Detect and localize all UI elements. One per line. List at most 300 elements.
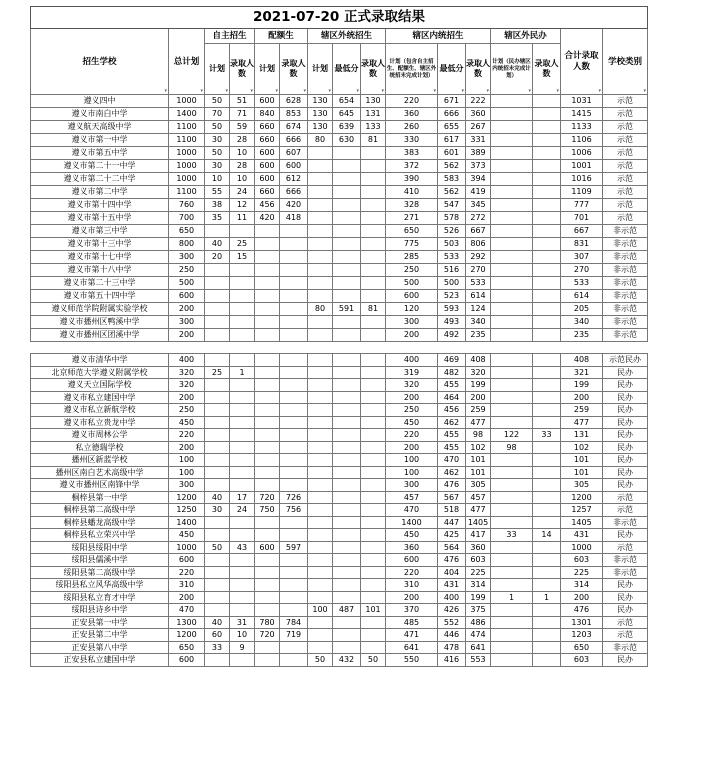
- table-cell[interactable]: 非示范: [603, 238, 648, 251]
- table-cell[interactable]: [361, 404, 386, 417]
- table-cell[interactable]: [255, 429, 280, 442]
- table-cell[interactable]: [333, 290, 361, 303]
- table-cell[interactable]: [205, 329, 230, 342]
- table-cell[interactable]: [361, 147, 386, 160]
- filter-dropdown-icon[interactable]: ▾: [164, 88, 167, 94]
- table-cell[interactable]: [533, 379, 561, 392]
- table-cell[interactable]: 120: [386, 303, 438, 316]
- table-cell[interactable]: [361, 454, 386, 467]
- table-cell[interactable]: 476: [438, 554, 466, 567]
- table-cell[interactable]: [308, 429, 333, 442]
- table-cell[interactable]: 600: [386, 554, 438, 567]
- table-cell[interactable]: 1400: [386, 516, 438, 529]
- table-cell[interactable]: 523: [438, 290, 466, 303]
- table-cell[interactable]: 1000: [169, 160, 205, 173]
- table-cell[interactable]: 101: [466, 454, 491, 467]
- table-cell[interactable]: [491, 516, 533, 529]
- table-cell[interactable]: 1106: [561, 134, 603, 147]
- filter-dropdown-icon[interactable]: ▾: [598, 88, 601, 94]
- table-cell[interactable]: 655: [438, 121, 466, 134]
- header-total-plan[interactable]: 总计划 ▾: [169, 29, 205, 95]
- table-cell[interactable]: [491, 160, 533, 173]
- table-cell[interactable]: 30: [205, 160, 230, 173]
- table-cell[interactable]: 550: [386, 654, 438, 667]
- table-cell[interactable]: [491, 147, 533, 160]
- table-cell[interactable]: [491, 251, 533, 264]
- filter-dropdown-icon[interactable]: ▾: [461, 88, 464, 94]
- school-name-cell[interactable]: 正安县私立建国中学: [31, 654, 169, 667]
- table-cell[interactable]: 1200: [169, 491, 205, 504]
- table-cell[interactable]: [361, 329, 386, 342]
- table-cell[interactable]: [333, 264, 361, 277]
- table-cell[interactable]: 220: [169, 429, 205, 442]
- table-cell[interactable]: 1203: [561, 629, 603, 642]
- table-cell[interactable]: 552: [438, 616, 466, 629]
- table-cell[interactable]: 225: [466, 566, 491, 579]
- table-cell[interactable]: 50: [205, 121, 230, 134]
- table-cell[interactable]: 非示范: [603, 225, 648, 238]
- table-cell[interactable]: [230, 466, 255, 479]
- table-cell[interactable]: [491, 416, 533, 429]
- table-cell[interactable]: 民办: [603, 529, 648, 542]
- table-cell[interactable]: 民办: [603, 579, 648, 592]
- table-cell[interactable]: [333, 225, 361, 238]
- table-cell[interactable]: 33: [205, 641, 230, 654]
- table-cell[interactable]: [533, 238, 561, 251]
- table-cell[interactable]: 533: [561, 277, 603, 290]
- table-cell[interactable]: 310: [386, 579, 438, 592]
- table-cell[interactable]: 533: [466, 277, 491, 290]
- table-cell[interactable]: [491, 329, 533, 342]
- table-cell[interactable]: 250: [386, 404, 438, 417]
- table-cell[interactable]: 470: [169, 604, 205, 617]
- table-cell[interactable]: 24: [230, 186, 255, 199]
- table-cell[interactable]: [491, 186, 533, 199]
- table-cell[interactable]: [255, 316, 280, 329]
- table-cell[interactable]: 425: [438, 529, 466, 542]
- table-cell[interactable]: 360: [466, 541, 491, 554]
- table-cell[interactable]: [308, 316, 333, 329]
- table-cell[interactable]: 200: [169, 329, 205, 342]
- table-cell[interactable]: 示范: [603, 147, 648, 160]
- table-cell[interactable]: 410: [386, 186, 438, 199]
- school-name-cell[interactable]: 正安县第一中学: [31, 616, 169, 629]
- table-cell[interactable]: 432: [333, 654, 361, 667]
- table-cell[interactable]: 600: [255, 147, 280, 160]
- table-cell[interactable]: [205, 654, 230, 667]
- table-cell[interactable]: [533, 616, 561, 629]
- table-cell[interactable]: 民办: [603, 654, 648, 667]
- table-cell[interactable]: 400: [169, 354, 205, 367]
- table-cell[interactable]: 220: [169, 566, 205, 579]
- table-cell[interactable]: 477: [561, 416, 603, 429]
- table-cell[interactable]: [280, 454, 308, 467]
- school-name-cell[interactable]: 遵义市私立新航学校: [31, 404, 169, 417]
- table-cell[interactable]: 1400: [169, 516, 205, 529]
- school-name-cell[interactable]: 遵义天立国际学校: [31, 379, 169, 392]
- school-name-cell[interactable]: 遵义市私立建国中学: [31, 391, 169, 404]
- table-cell[interactable]: [361, 554, 386, 567]
- table-cell[interactable]: [491, 566, 533, 579]
- table-cell[interactable]: [255, 441, 280, 454]
- table-cell[interactable]: [533, 199, 561, 212]
- table-cell[interactable]: 482: [438, 366, 466, 379]
- table-cell[interactable]: 321: [561, 366, 603, 379]
- table-cell[interactable]: [205, 404, 230, 417]
- table-cell[interactable]: [230, 604, 255, 617]
- table-cell[interactable]: [205, 554, 230, 567]
- table-cell[interactable]: [491, 316, 533, 329]
- table-cell[interactable]: [205, 441, 230, 454]
- table-cell[interactable]: [333, 354, 361, 367]
- table-cell[interactable]: 民办: [603, 479, 648, 492]
- table-cell[interactable]: [280, 264, 308, 277]
- table-cell[interactable]: 806: [466, 238, 491, 251]
- table-cell[interactable]: 603: [466, 554, 491, 567]
- table-cell[interactable]: 民办: [603, 404, 648, 417]
- table-cell[interactable]: [333, 391, 361, 404]
- filter-dropdown-icon[interactable]: ▾: [486, 88, 489, 94]
- table-cell[interactable]: [308, 616, 333, 629]
- table-cell[interactable]: [230, 579, 255, 592]
- table-cell[interactable]: [280, 277, 308, 290]
- table-cell[interactable]: 50: [205, 147, 230, 160]
- table-cell[interactable]: [361, 504, 386, 517]
- table-cell[interactable]: [280, 516, 308, 529]
- school-name-cell[interactable]: 绥阳县第二高级中学: [31, 566, 169, 579]
- table-cell[interactable]: 235: [466, 329, 491, 342]
- table-cell[interactable]: [230, 379, 255, 392]
- table-cell[interactable]: [533, 554, 561, 567]
- table-cell[interactable]: [533, 212, 561, 225]
- table-cell[interactable]: 9: [230, 641, 255, 654]
- table-cell[interactable]: 330: [386, 134, 438, 147]
- table-cell[interactable]: [230, 404, 255, 417]
- table-cell[interactable]: 59: [230, 121, 255, 134]
- table-cell[interactable]: [205, 429, 230, 442]
- table-cell[interactable]: 示范: [603, 108, 648, 121]
- table-cell[interactable]: [230, 329, 255, 342]
- table-cell[interactable]: [333, 238, 361, 251]
- table-cell[interactable]: 81: [361, 303, 386, 316]
- table-cell[interactable]: 225: [561, 566, 603, 579]
- table-cell[interactable]: 493: [438, 316, 466, 329]
- table-cell[interactable]: 720: [255, 629, 280, 642]
- table-cell[interactable]: 420: [280, 199, 308, 212]
- table-cell[interactable]: [255, 329, 280, 342]
- table-cell[interactable]: 457: [466, 491, 491, 504]
- table-cell[interactable]: [491, 95, 533, 108]
- table-cell[interactable]: [333, 479, 361, 492]
- table-cell[interactable]: [230, 416, 255, 429]
- table-cell[interactable]: 示范: [603, 491, 648, 504]
- table-cell[interactable]: [333, 591, 361, 604]
- table-cell[interactable]: [308, 186, 333, 199]
- table-cell[interactable]: 775: [386, 238, 438, 251]
- table-cell[interactable]: [333, 554, 361, 567]
- table-cell[interactable]: [255, 303, 280, 316]
- table-cell[interactable]: 455: [438, 429, 466, 442]
- table-cell[interactable]: 780: [255, 616, 280, 629]
- table-cell[interactable]: 270: [561, 264, 603, 277]
- table-cell[interactable]: 578: [438, 212, 466, 225]
- table-cell[interactable]: [333, 579, 361, 592]
- table-cell[interactable]: 非示范: [603, 641, 648, 654]
- table-cell[interactable]: 408: [561, 354, 603, 367]
- school-name-cell[interactable]: 遵义市播州区团溪中学: [31, 329, 169, 342]
- table-cell[interactable]: [308, 466, 333, 479]
- table-cell[interactable]: [230, 354, 255, 367]
- school-name-cell[interactable]: 遵义四中: [31, 95, 169, 108]
- table-cell[interactable]: 非示范: [603, 303, 648, 316]
- table-cell[interactable]: [361, 416, 386, 429]
- table-cell[interactable]: [333, 641, 361, 654]
- table-cell[interactable]: [205, 566, 230, 579]
- table-cell[interactable]: 101: [466, 466, 491, 479]
- table-cell[interactable]: 300: [386, 479, 438, 492]
- table-cell[interactable]: [230, 591, 255, 604]
- school-name-cell[interactable]: 绥阳县诗乡中学: [31, 604, 169, 617]
- table-cell[interactable]: 487: [333, 604, 361, 617]
- header-outside-admit[interactable]: 录取人数 ▾: [361, 44, 386, 95]
- table-cell[interactable]: 259: [466, 404, 491, 417]
- filter-dropdown-icon[interactable]: ▾: [433, 88, 436, 94]
- table-cell[interactable]: [205, 277, 230, 290]
- header-zizhu-admit[interactable]: 录取人数 ▾: [230, 44, 255, 95]
- table-cell[interactable]: 492: [438, 329, 466, 342]
- table-cell[interactable]: 756: [280, 504, 308, 517]
- table-cell[interactable]: 11: [230, 212, 255, 225]
- table-cell[interactable]: 416: [438, 654, 466, 667]
- table-cell[interactable]: 526: [438, 225, 466, 238]
- table-cell[interactable]: 24: [230, 504, 255, 517]
- table-cell[interactable]: 1300: [169, 616, 205, 629]
- table-cell[interactable]: [333, 277, 361, 290]
- table-cell[interactable]: 101: [561, 454, 603, 467]
- table-cell[interactable]: 民办: [603, 391, 648, 404]
- table-cell[interactable]: 719: [280, 629, 308, 642]
- school-name-cell[interactable]: 遵义航天高级中学: [31, 121, 169, 134]
- table-cell[interactable]: 431: [438, 579, 466, 592]
- table-cell[interactable]: 840: [255, 108, 280, 121]
- table-cell[interactable]: 示范: [603, 541, 648, 554]
- table-cell[interactable]: [533, 329, 561, 342]
- table-cell[interactable]: [308, 516, 333, 529]
- table-cell[interactable]: [308, 147, 333, 160]
- table-cell[interactable]: 456: [255, 199, 280, 212]
- school-name-cell[interactable]: 遵义市第十七中学: [31, 251, 169, 264]
- table-cell[interactable]: [333, 416, 361, 429]
- table-cell[interactable]: 1031: [561, 95, 603, 108]
- table-cell[interactable]: [361, 199, 386, 212]
- table-cell[interactable]: 98: [466, 429, 491, 442]
- table-cell[interactable]: [205, 416, 230, 429]
- table-cell[interactable]: 500: [169, 277, 205, 290]
- table-cell[interactable]: 614: [561, 290, 603, 303]
- school-name-cell[interactable]: 播州区新蓝学校: [31, 454, 169, 467]
- table-cell[interactable]: [361, 173, 386, 186]
- table-cell[interactable]: 650: [169, 641, 205, 654]
- table-cell[interactable]: 667: [466, 225, 491, 238]
- table-cell[interactable]: [308, 329, 333, 342]
- table-cell[interactable]: [361, 641, 386, 654]
- table-cell[interactable]: [308, 366, 333, 379]
- table-cell[interactable]: [533, 566, 561, 579]
- table-cell[interactable]: [533, 108, 561, 121]
- table-cell[interactable]: 477: [466, 416, 491, 429]
- table-cell[interactable]: [255, 641, 280, 654]
- table-cell[interactable]: [255, 479, 280, 492]
- table-cell[interactable]: 478: [438, 641, 466, 654]
- table-cell[interactable]: [533, 290, 561, 303]
- table-cell[interactable]: 701: [561, 212, 603, 225]
- table-cell[interactable]: [255, 454, 280, 467]
- table-cell[interactable]: 667: [561, 225, 603, 238]
- table-cell[interactable]: 426: [438, 604, 466, 617]
- school-name-cell[interactable]: 私立德瑞学校: [31, 441, 169, 454]
- table-cell[interactable]: 1: [491, 591, 533, 604]
- table-cell[interactable]: [533, 225, 561, 238]
- table-cell[interactable]: 456: [438, 404, 466, 417]
- table-cell[interactable]: 1100: [169, 134, 205, 147]
- table-cell[interactable]: [533, 264, 561, 277]
- table-cell[interactable]: 12: [230, 199, 255, 212]
- filter-dropdown-icon[interactable]: ▾: [328, 88, 331, 94]
- table-cell[interactable]: 417: [466, 529, 491, 542]
- table-cell[interactable]: 654: [333, 95, 361, 108]
- table-cell[interactable]: 476: [561, 604, 603, 617]
- table-cell[interactable]: [255, 366, 280, 379]
- table-cell[interactable]: [333, 491, 361, 504]
- table-cell[interactable]: [491, 238, 533, 251]
- table-cell[interactable]: 130: [308, 108, 333, 121]
- table-cell[interactable]: [308, 479, 333, 492]
- table-cell[interactable]: [333, 366, 361, 379]
- table-cell[interactable]: 200: [386, 329, 438, 342]
- table-cell[interactable]: [308, 629, 333, 642]
- table-cell[interactable]: 1000: [169, 95, 205, 108]
- table-cell[interactable]: 760: [169, 199, 205, 212]
- table-cell[interactable]: [280, 366, 308, 379]
- table-cell[interactable]: 360: [466, 108, 491, 121]
- table-cell[interactable]: 1257: [561, 504, 603, 517]
- table-cell[interactable]: [255, 591, 280, 604]
- table-cell[interactable]: 示范: [603, 504, 648, 517]
- table-cell[interactable]: [280, 479, 308, 492]
- table-cell[interactable]: 1006: [561, 147, 603, 160]
- table-cell[interactable]: 455: [438, 441, 466, 454]
- table-cell[interactable]: [280, 251, 308, 264]
- table-cell[interactable]: 250: [169, 264, 205, 277]
- table-cell[interactable]: [333, 186, 361, 199]
- table-cell[interactable]: 101: [561, 466, 603, 479]
- table-cell[interactable]: 464: [438, 391, 466, 404]
- header-school[interactable]: 招生学校 ▾: [31, 29, 169, 95]
- table-cell[interactable]: [491, 479, 533, 492]
- table-cell[interactable]: [491, 504, 533, 517]
- school-name-cell[interactable]: 遵义市第十八中学: [31, 264, 169, 277]
- table-cell[interactable]: [308, 416, 333, 429]
- table-cell[interactable]: 示范: [603, 212, 648, 225]
- table-cell[interactable]: 33: [533, 429, 561, 442]
- table-cell[interactable]: 30: [205, 134, 230, 147]
- table-cell[interactable]: 非示范: [603, 277, 648, 290]
- table-cell[interactable]: 200: [466, 391, 491, 404]
- table-cell[interactable]: [205, 379, 230, 392]
- table-cell[interactable]: 591: [333, 303, 361, 316]
- table-cell[interactable]: [533, 454, 561, 467]
- table-cell[interactable]: 200: [386, 591, 438, 604]
- table-cell[interactable]: [491, 654, 533, 667]
- table-cell[interactable]: [533, 391, 561, 404]
- table-cell[interactable]: [491, 554, 533, 567]
- table-cell[interactable]: 示范: [603, 629, 648, 642]
- table-cell[interactable]: 200: [169, 441, 205, 454]
- table-cell[interactable]: [491, 604, 533, 617]
- table-cell[interactable]: [308, 199, 333, 212]
- table-cell[interactable]: [333, 616, 361, 629]
- table-cell[interactable]: [230, 225, 255, 238]
- table-cell[interactable]: [533, 641, 561, 654]
- table-cell[interactable]: 60: [205, 629, 230, 642]
- table-cell[interactable]: 205: [561, 303, 603, 316]
- table-cell[interactable]: 98: [491, 441, 533, 454]
- table-cell[interactable]: 10: [205, 173, 230, 186]
- table-cell[interactable]: 600: [255, 95, 280, 108]
- table-cell[interactable]: 1405: [466, 516, 491, 529]
- table-cell[interactable]: 630: [333, 134, 361, 147]
- table-cell[interactable]: 10: [230, 629, 255, 642]
- table-cell[interactable]: 民办: [603, 379, 648, 392]
- table-cell[interactable]: [333, 199, 361, 212]
- table-cell[interactable]: [491, 391, 533, 404]
- table-cell[interactable]: 404: [438, 566, 466, 579]
- filter-dropdown-icon[interactable]: ▾: [556, 88, 559, 94]
- table-cell[interactable]: [361, 277, 386, 290]
- table-cell[interactable]: [491, 134, 533, 147]
- table-cell[interactable]: [230, 316, 255, 329]
- table-cell[interactable]: 547: [438, 199, 466, 212]
- table-cell[interactable]: [280, 604, 308, 617]
- table-cell[interactable]: 33: [491, 529, 533, 542]
- filter-dropdown-icon[interactable]: ▾: [381, 88, 384, 94]
- table-cell[interactable]: [280, 579, 308, 592]
- table-cell[interactable]: 222: [466, 95, 491, 108]
- table-cell[interactable]: [361, 466, 386, 479]
- table-cell[interactable]: 431: [561, 529, 603, 542]
- school-name-cell[interactable]: 遵义市第五十四中学: [31, 290, 169, 303]
- table-cell[interactable]: 示范: [603, 121, 648, 134]
- table-cell[interactable]: [280, 641, 308, 654]
- school-name-cell[interactable]: 桐梓县蟠龙高级中学: [31, 516, 169, 529]
- table-cell[interactable]: 1301: [561, 616, 603, 629]
- school-name-cell[interactable]: 遵义市第一中学: [31, 134, 169, 147]
- header-peie-plan[interactable]: 计划 ▾: [255, 44, 280, 95]
- table-cell[interactable]: 470: [438, 454, 466, 467]
- table-cell[interactable]: 250: [169, 404, 205, 417]
- header-peie-admit[interactable]: 录取人数 ▾: [280, 44, 308, 95]
- table-cell[interactable]: [205, 225, 230, 238]
- table-cell[interactable]: 553: [466, 654, 491, 667]
- table-cell[interactable]: 597: [280, 541, 308, 554]
- table-cell[interactable]: [280, 238, 308, 251]
- table-cell[interactable]: [308, 504, 333, 517]
- table-cell[interactable]: 853: [280, 108, 308, 121]
- table-cell[interactable]: [255, 416, 280, 429]
- table-cell[interactable]: 非示范: [603, 251, 648, 264]
- table-cell[interactable]: 1133: [561, 121, 603, 134]
- table-cell[interactable]: 516: [438, 264, 466, 277]
